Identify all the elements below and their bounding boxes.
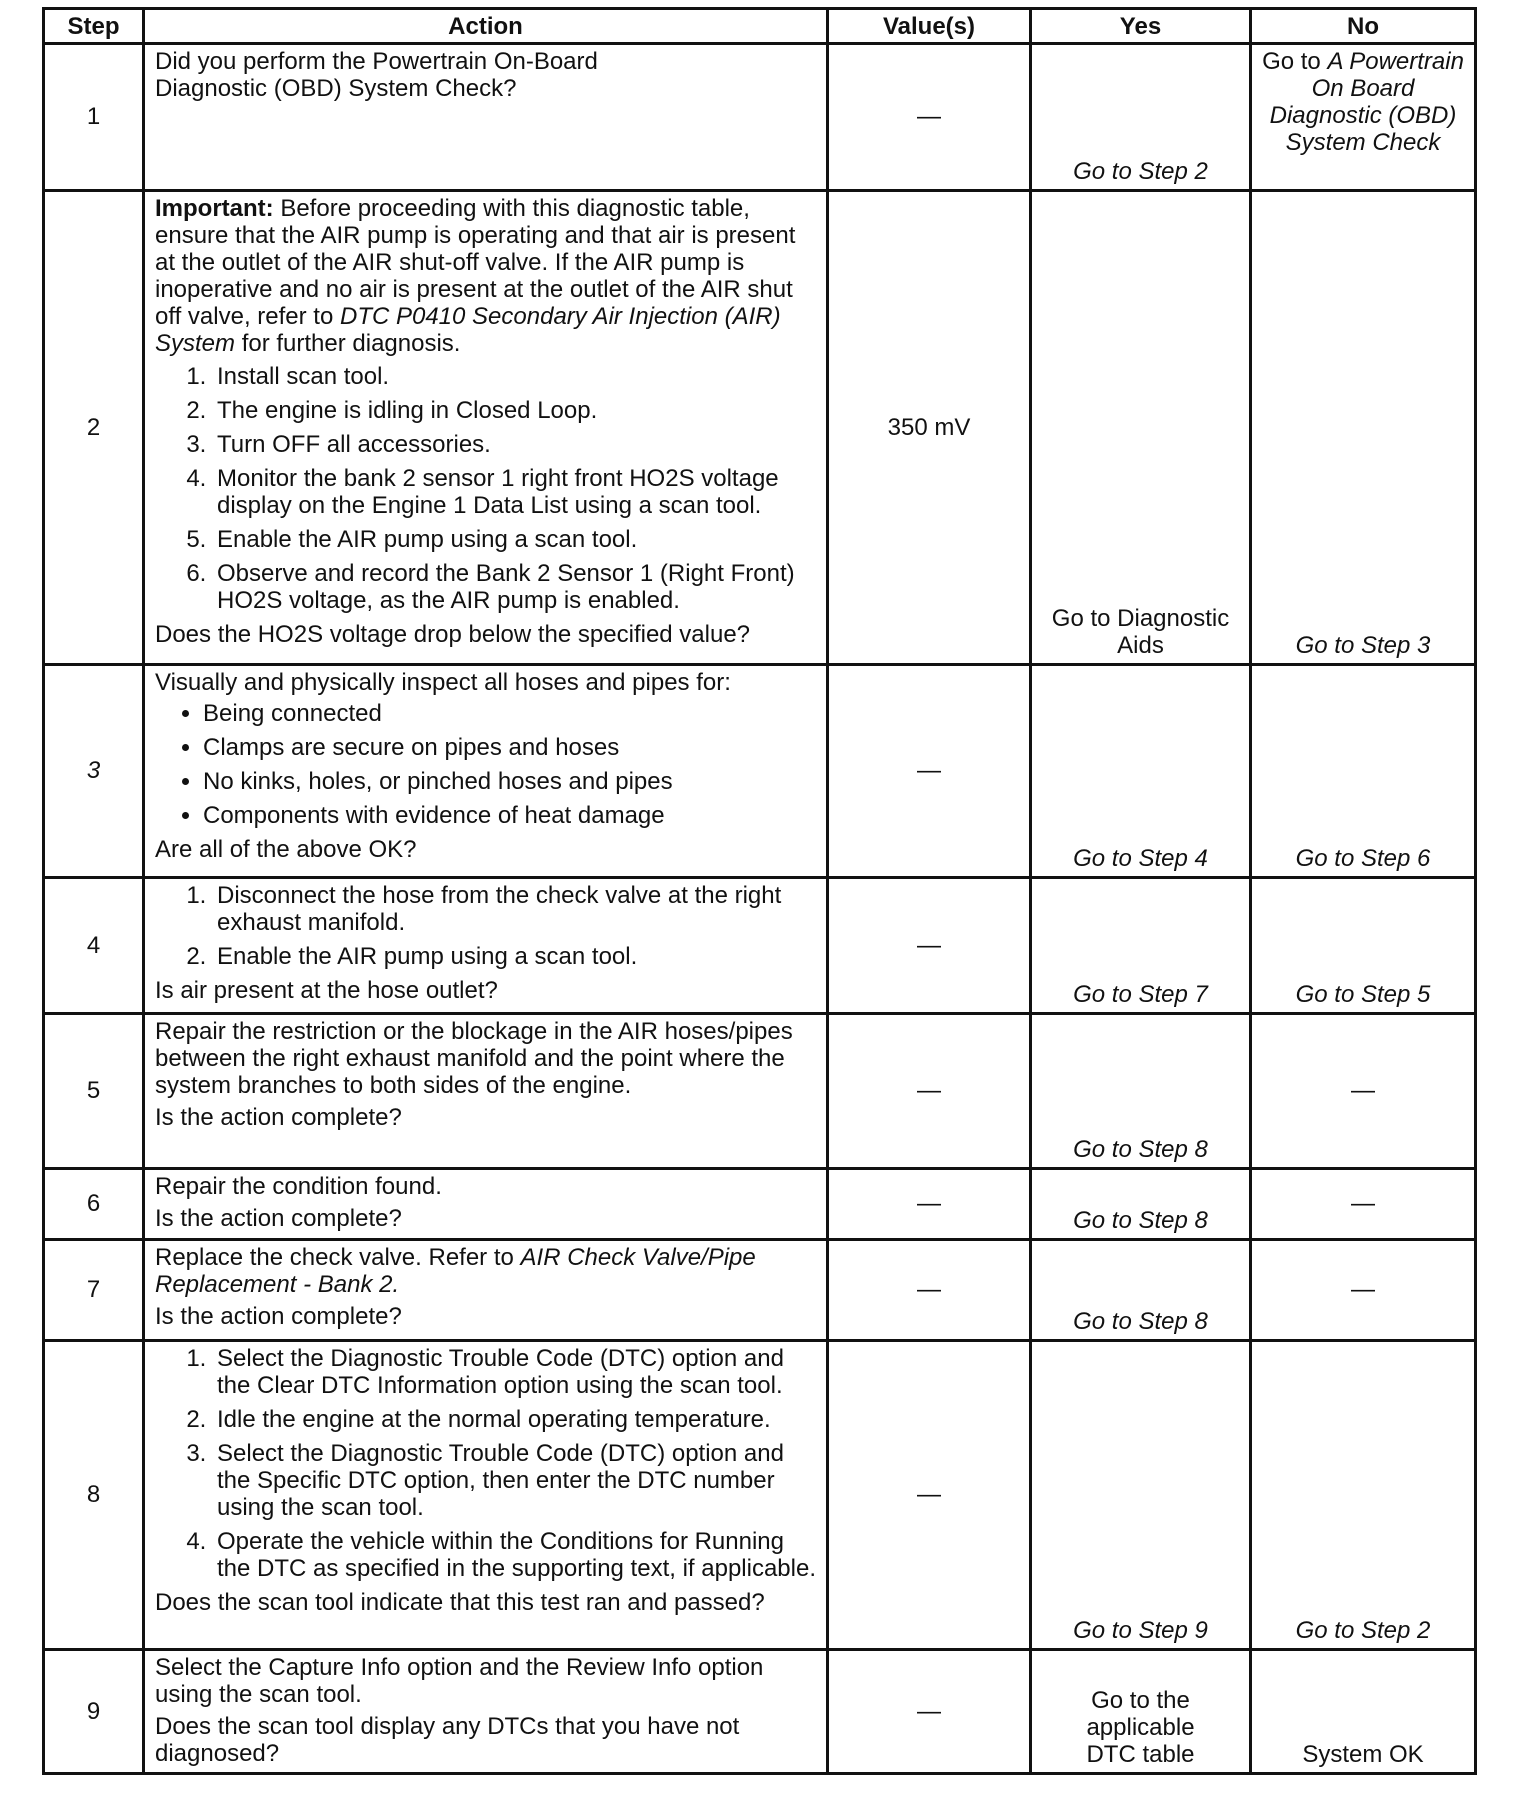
- action-question: Is the action complete?: [155, 1303, 402, 1330]
- no-cell: Go to Step 2: [1251, 1341, 1476, 1650]
- no-reference: A Powertrain On Board Diagnostic (OBD) System Check: [1269, 48, 1464, 156]
- action-cell: [144, 1169, 828, 1240]
- no-cell: —: [1251, 1240, 1476, 1341]
- step-number: 4: [44, 878, 144, 1014]
- procedure-list: [155, 1345, 816, 1582]
- list-item: 1. Install scan tool.: [213, 363, 816, 390]
- header-action: Action: [144, 9, 828, 44]
- action-cell: [144, 1240, 828, 1341]
- step-number: 5: [44, 1014, 144, 1169]
- no-cell: Go to Step 3: [1251, 191, 1476, 665]
- action-question: Are all of the above OK?: [155, 836, 417, 863]
- yes-cell: Go to Step 8: [1031, 1014, 1251, 1169]
- action-cell: [144, 44, 828, 191]
- value-cell: 350 mV: [828, 191, 1031, 665]
- action-intro: Visually and physically inspect all hoses and pipes for:: [155, 669, 731, 696]
- action-question: Does the scan tool display any DTCs that you have not diagnosed?: [155, 1713, 740, 1767]
- table-row: [44, 44, 1476, 191]
- no-cell: [1251, 44, 1476, 191]
- action-text: Repair the condition found.: [155, 1173, 442, 1200]
- step-number: 7: [44, 1240, 144, 1341]
- yes-cell: Go to Step 2: [1031, 44, 1251, 191]
- action-question: Is the action complete?: [155, 1205, 402, 1232]
- no-prefix: Go to: [1262, 48, 1321, 75]
- table-row: [44, 878, 1476, 1014]
- action-text-prefix: Replace the check valve. Refer to: [155, 1244, 514, 1271]
- important-tail: for further diagnosis.: [241, 330, 461, 357]
- table-row: [44, 1169, 1476, 1240]
- action-text: Repair the restriction or the blockage in the AIR hoses/pipes between the right exhaust manifold and the point where the system branches to both sides of the engine.: [155, 1018, 793, 1099]
- table-row: [44, 191, 1476, 665]
- yes-cell: [1031, 1650, 1251, 1774]
- action-reference: AIR Check Valve/Pipe Replacement - Bank 2.: [155, 1244, 756, 1298]
- action-cell: [144, 1650, 828, 1774]
- step-number: 6: [44, 1169, 144, 1240]
- list-item: 3. Select the Diagnostic Trouble Code (DTC) option and the Specific DTC option, then enter the DTC number using the scan tool.: [213, 1440, 816, 1521]
- inspection-list: [155, 700, 816, 829]
- header-step: Step: [44, 9, 144, 44]
- list-item: 4. Monitor the bank 2 sensor 1 right front HO2S voltage display on the Engine 1 Data List using a scan tool.: [213, 465, 816, 519]
- action-question: Does the scan tool indicate that this test ran and passed?: [155, 1589, 765, 1616]
- value-cell: —: [828, 1240, 1031, 1341]
- procedure-list: [155, 363, 816, 614]
- step-number: 1: [44, 44, 144, 191]
- no-cell: Go to Step 5: [1251, 878, 1476, 1014]
- list-item: 2. Idle the engine at the normal operating temperature.: [213, 1406, 816, 1433]
- action-question: Does the HO2S voltage drop below the specified value?: [155, 621, 751, 648]
- table-row: [44, 665, 1476, 878]
- action-cell: [144, 1341, 828, 1650]
- action-cell: [144, 1014, 828, 1169]
- step-number: 9: [44, 1650, 144, 1774]
- yes-text: Go to the applicable DTC table: [1086, 1687, 1195, 1768]
- value-cell: —: [828, 1169, 1031, 1240]
- yes-cell: Go to Step 8: [1031, 1240, 1251, 1341]
- header-no: No: [1251, 9, 1476, 44]
- list-item: 6. Observe and record the Bank 2 Sensor 1 (Right Front) HO2S voltage, as the AIR pump is enabled.: [213, 560, 816, 614]
- list-item: • No kinks, holes, or pinched hoses and pipes: [203, 768, 816, 795]
- header-values: Value(s): [828, 9, 1031, 44]
- no-cell: Go to Step 6: [1251, 665, 1476, 878]
- important-label: Important:: [155, 195, 274, 222]
- action-text: [155, 1244, 816, 1298]
- yes-cell: Go to Step 7: [1031, 878, 1251, 1014]
- list-item: 5. Enable the AIR pump using a scan tool.: [213, 526, 816, 553]
- step-number: 8: [44, 1341, 144, 1650]
- value-cell: —: [828, 1014, 1031, 1169]
- step-number: 3: [44, 665, 144, 878]
- list-item: • Components with evidence of heat damage: [203, 802, 816, 829]
- action-question: Is the action complete?: [155, 1104, 402, 1131]
- important-note: [155, 195, 816, 357]
- list-item: 1. Select the Diagnostic Trouble Code (DTC) option and the Clear DTC Information option using the scan tool.: [213, 1345, 816, 1399]
- list-item: 2. Enable the AIR pump using a scan tool.: [213, 943, 816, 970]
- value-cell: [828, 44, 1031, 191]
- value-cell: —: [828, 1650, 1031, 1774]
- yes-text: Go to Diagnostic Aids: [1051, 605, 1230, 659]
- diagnostic-table: [42, 7, 1477, 1775]
- list-item: 2. The engine is idling in Closed Loop.: [213, 397, 816, 424]
- yes-cell: Go to Step 9: [1031, 1341, 1251, 1650]
- list-item: 4. Operate the vehicle within the Conditions for Running the DTC as specified in the supporting text, if applicable.: [213, 1528, 816, 1582]
- important-text: Before proceeding with this diagnostic table, ensure that the AIR pump is operating and that air is present at the outlet of the AIR shut-off valve. If the AIR pump is inoperative and no air is present at the outlet of the AIR shut off valve, refer to: [155, 195, 796, 330]
- list-item: • Being connected: [203, 700, 816, 727]
- step-number: 2: [44, 191, 144, 665]
- action-cell: [144, 191, 828, 665]
- yes-cell: [1031, 191, 1251, 665]
- value-cell: —: [828, 1341, 1031, 1650]
- table-row: [44, 1240, 1476, 1341]
- no-cell: —: [1251, 1169, 1476, 1240]
- action-cell: [144, 878, 828, 1014]
- table-row: [44, 1650, 1476, 1774]
- procedure-list: [155, 882, 816, 970]
- value-cell: —: [828, 665, 1031, 878]
- list-item: 1. Disconnect the hose from the check valve at the right exhaust manifold.: [213, 882, 816, 936]
- list-item: • Clamps are secure on pipes and hoses: [203, 734, 816, 761]
- no-cell: —: [1251, 1014, 1476, 1169]
- table-row: [44, 1014, 1476, 1169]
- value-cell: —: [828, 878, 1031, 1014]
- no-cell: System OK: [1251, 1650, 1476, 1774]
- action-text: Did you perform the Powertrain On-Board Diagnostic (OBD) System Check?: [155, 48, 598, 102]
- action-text: Select the Capture Info option and the Review Info option using the scan tool.: [155, 1654, 764, 1708]
- header-yes: Yes: [1031, 9, 1251, 44]
- important-reference: DTC P0410 Secondary Air Injection (AIR) System: [155, 303, 781, 357]
- list-item: 3. Turn OFF all accessories.: [213, 431, 816, 458]
- yes-cell: Go to Step 8: [1031, 1169, 1251, 1240]
- action-question: Is air present at the hose outlet?: [155, 977, 498, 1004]
- action-cell: [144, 665, 828, 878]
- table-row: [44, 1341, 1476, 1650]
- value-dash: —: [917, 103, 941, 130]
- yes-cell: Go to Step 4: [1031, 665, 1251, 878]
- header-row: [44, 9, 1476, 44]
